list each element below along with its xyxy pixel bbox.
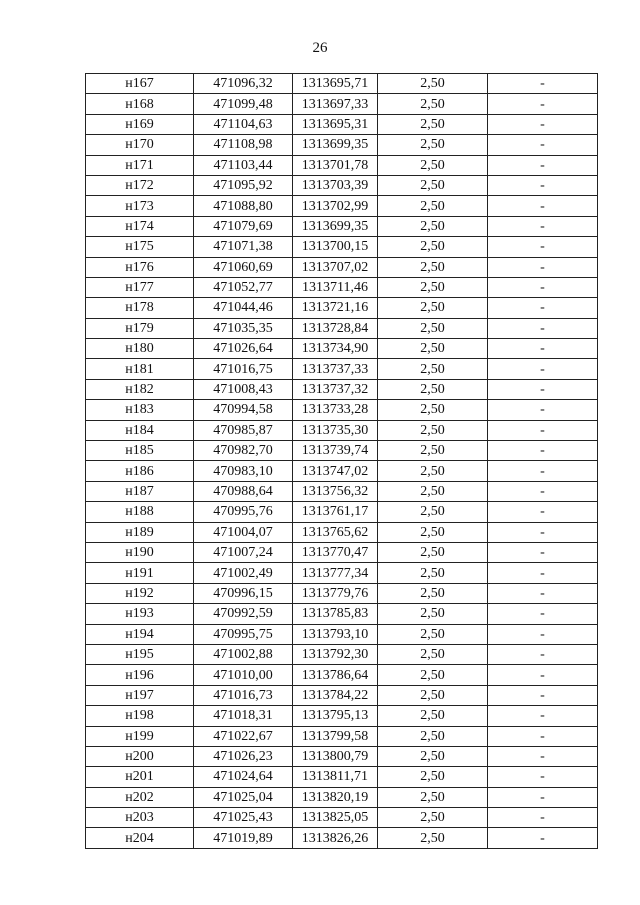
x-coordinate-cell: 471016,75 — [194, 359, 293, 379]
description-cell: - — [488, 746, 598, 766]
x-coordinate-cell: 471002,49 — [194, 563, 293, 583]
point-number-cell: н190 — [86, 542, 194, 562]
x-coordinate-cell: 471025,04 — [194, 787, 293, 807]
description-cell: - — [488, 808, 598, 828]
point-number-cell: н170 — [86, 135, 194, 155]
point-number-cell: н171 — [86, 155, 194, 175]
point-number-cell: н168 — [86, 94, 194, 114]
description-cell: - — [488, 400, 598, 420]
y-coordinate-cell: 1313793,10 — [293, 624, 378, 644]
table-row — [86, 400, 598, 420]
description-cell: - — [488, 624, 598, 644]
description-cell: - — [488, 135, 598, 155]
table-row — [86, 420, 598, 440]
point-number-cell: н198 — [86, 706, 194, 726]
y-coordinate-cell: 1313770,47 — [293, 542, 378, 562]
x-coordinate-cell: 471096,32 — [194, 74, 293, 94]
point-number-cell: н201 — [86, 767, 194, 787]
description-cell: - — [488, 339, 598, 359]
point-number-cell: н180 — [86, 339, 194, 359]
accuracy-cell: 2,50 — [378, 175, 488, 195]
description-cell: - — [488, 706, 598, 726]
table-row — [86, 441, 598, 461]
table-row — [86, 237, 598, 257]
point-number-cell: н195 — [86, 644, 194, 664]
accuracy-cell: 2,50 — [378, 644, 488, 664]
point-number-cell: н178 — [86, 298, 194, 318]
point-number-cell: н174 — [86, 216, 194, 236]
y-coordinate-cell: 1313777,34 — [293, 563, 378, 583]
x-coordinate-cell: 470985,87 — [194, 420, 293, 440]
x-coordinate-cell: 470995,76 — [194, 502, 293, 522]
accuracy-cell: 2,50 — [378, 135, 488, 155]
description-cell: - — [488, 114, 598, 134]
point-number-cell: н182 — [86, 379, 194, 399]
x-coordinate-cell: 471071,38 — [194, 237, 293, 257]
y-coordinate-cell: 1313825,05 — [293, 808, 378, 828]
description-cell: - — [488, 828, 598, 848]
description-cell: - — [488, 216, 598, 236]
description-cell: - — [488, 359, 598, 379]
accuracy-cell: 2,50 — [378, 74, 488, 94]
x-coordinate-cell: 470996,15 — [194, 583, 293, 603]
y-coordinate-cell: 1313707,02 — [293, 257, 378, 277]
point-number-cell: н189 — [86, 522, 194, 542]
table-row — [86, 746, 598, 766]
description-cell: - — [488, 542, 598, 562]
description-cell: - — [488, 94, 598, 114]
y-coordinate-cell: 1313721,16 — [293, 298, 378, 318]
table-row — [86, 379, 598, 399]
point-number-cell: н194 — [86, 624, 194, 644]
table-row — [86, 216, 598, 236]
coordinates-table — [85, 73, 598, 849]
accuracy-cell: 2,50 — [378, 665, 488, 685]
description-cell: - — [488, 522, 598, 542]
accuracy-cell: 2,50 — [378, 828, 488, 848]
description-cell: - — [488, 563, 598, 583]
accuracy-cell: 2,50 — [378, 94, 488, 114]
accuracy-cell: 2,50 — [378, 155, 488, 175]
accuracy-cell: 2,50 — [378, 706, 488, 726]
y-coordinate-cell: 1313733,28 — [293, 400, 378, 420]
x-coordinate-cell: 471004,07 — [194, 522, 293, 542]
coordinates-table-body — [86, 74, 598, 849]
table-row — [86, 583, 598, 603]
x-coordinate-cell: 471018,31 — [194, 706, 293, 726]
y-coordinate-cell: 1313695,71 — [293, 74, 378, 94]
x-coordinate-cell: 471044,46 — [194, 298, 293, 318]
description-cell: - — [488, 155, 598, 175]
y-coordinate-cell: 1313779,76 — [293, 583, 378, 603]
accuracy-cell: 2,50 — [378, 298, 488, 318]
x-coordinate-cell: 471088,80 — [194, 196, 293, 216]
x-coordinate-cell: 471008,43 — [194, 379, 293, 399]
accuracy-cell: 2,50 — [378, 318, 488, 338]
point-number-cell: н200 — [86, 746, 194, 766]
x-coordinate-cell: 470988,64 — [194, 481, 293, 501]
y-coordinate-cell: 1313700,15 — [293, 237, 378, 257]
accuracy-cell: 2,50 — [378, 604, 488, 624]
point-number-cell: н187 — [86, 481, 194, 501]
x-coordinate-cell: 471035,35 — [194, 318, 293, 338]
accuracy-cell: 2,50 — [378, 196, 488, 216]
accuracy-cell: 2,50 — [378, 808, 488, 828]
accuracy-cell: 2,50 — [378, 277, 488, 297]
x-coordinate-cell: 471060,69 — [194, 257, 293, 277]
x-coordinate-cell: 471016,73 — [194, 685, 293, 705]
x-coordinate-cell: 471026,23 — [194, 746, 293, 766]
table-row — [86, 135, 598, 155]
point-number-cell: н192 — [86, 583, 194, 603]
point-number-cell: н202 — [86, 787, 194, 807]
table-row — [86, 808, 598, 828]
point-number-cell: н167 — [86, 74, 194, 94]
description-cell: - — [488, 298, 598, 318]
accuracy-cell: 2,50 — [378, 563, 488, 583]
description-cell: - — [488, 379, 598, 399]
description-cell: - — [488, 74, 598, 94]
x-coordinate-cell: 471103,44 — [194, 155, 293, 175]
table-row — [86, 175, 598, 195]
y-coordinate-cell: 1313703,39 — [293, 175, 378, 195]
x-coordinate-cell: 471079,69 — [194, 216, 293, 236]
table-row — [86, 114, 598, 134]
table-row — [86, 665, 598, 685]
table-row — [86, 155, 598, 175]
table-row — [86, 542, 598, 562]
accuracy-cell: 2,50 — [378, 237, 488, 257]
accuracy-cell: 2,50 — [378, 461, 488, 481]
point-number-cell: н185 — [86, 441, 194, 461]
table-row — [86, 94, 598, 114]
x-coordinate-cell: 471052,77 — [194, 277, 293, 297]
y-coordinate-cell: 1313699,35 — [293, 135, 378, 155]
point-number-cell: н173 — [86, 196, 194, 216]
table-row — [86, 787, 598, 807]
y-coordinate-cell: 1313800,79 — [293, 746, 378, 766]
table-row — [86, 298, 598, 318]
table-row — [86, 257, 598, 277]
x-coordinate-cell: 471024,64 — [194, 767, 293, 787]
description-cell: - — [488, 583, 598, 603]
table-row — [86, 624, 598, 644]
point-number-cell: н197 — [86, 685, 194, 705]
y-coordinate-cell: 1313735,30 — [293, 420, 378, 440]
x-coordinate-cell: 471108,98 — [194, 135, 293, 155]
accuracy-cell: 2,50 — [378, 726, 488, 746]
table-row — [86, 522, 598, 542]
y-coordinate-cell: 1313820,19 — [293, 787, 378, 807]
accuracy-cell: 2,50 — [378, 481, 488, 501]
point-number-cell: н176 — [86, 257, 194, 277]
description-cell: - — [488, 461, 598, 481]
description-cell: - — [488, 420, 598, 440]
table-row — [86, 767, 598, 787]
accuracy-cell: 2,50 — [378, 685, 488, 705]
accuracy-cell: 2,50 — [378, 767, 488, 787]
table-row — [86, 706, 598, 726]
point-number-cell: н179 — [86, 318, 194, 338]
accuracy-cell: 2,50 — [378, 379, 488, 399]
point-number-cell: н175 — [86, 237, 194, 257]
point-number-cell: н169 — [86, 114, 194, 134]
page-number: 26 — [312, 40, 328, 56]
description-cell: - — [488, 767, 598, 787]
description-cell: - — [488, 196, 598, 216]
y-coordinate-cell: 1313756,32 — [293, 481, 378, 501]
table-row — [86, 828, 598, 848]
accuracy-cell: 2,50 — [378, 400, 488, 420]
accuracy-cell: 2,50 — [378, 420, 488, 440]
accuracy-cell: 2,50 — [378, 583, 488, 603]
y-coordinate-cell: 1313811,71 — [293, 767, 378, 787]
x-coordinate-cell: 470992,59 — [194, 604, 293, 624]
y-coordinate-cell: 1313786,64 — [293, 665, 378, 685]
point-number-cell: н184 — [86, 420, 194, 440]
table-row — [86, 563, 598, 583]
y-coordinate-cell: 1313737,33 — [293, 359, 378, 379]
y-coordinate-cell: 1313784,22 — [293, 685, 378, 705]
point-number-cell: н199 — [86, 726, 194, 746]
accuracy-cell: 2,50 — [378, 502, 488, 522]
description-cell: - — [488, 665, 598, 685]
point-number-cell: н188 — [86, 502, 194, 522]
table-row — [86, 461, 598, 481]
x-coordinate-cell: 471099,48 — [194, 94, 293, 114]
x-coordinate-cell: 471095,92 — [194, 175, 293, 195]
description-cell: - — [488, 175, 598, 195]
accuracy-cell: 2,50 — [378, 746, 488, 766]
table-row — [86, 604, 598, 624]
description-cell: - — [488, 787, 598, 807]
y-coordinate-cell: 1313711,46 — [293, 277, 378, 297]
accuracy-cell: 2,50 — [378, 216, 488, 236]
x-coordinate-cell: 471025,43 — [194, 808, 293, 828]
y-coordinate-cell: 1313702,99 — [293, 196, 378, 216]
x-coordinate-cell: 471104,63 — [194, 114, 293, 134]
table-row — [86, 359, 598, 379]
accuracy-cell: 2,50 — [378, 339, 488, 359]
table-row — [86, 481, 598, 501]
accuracy-cell: 2,50 — [378, 542, 488, 562]
description-cell: - — [488, 277, 598, 297]
table-row — [86, 502, 598, 522]
y-coordinate-cell: 1313795,13 — [293, 706, 378, 726]
description-cell: - — [488, 685, 598, 705]
description-cell: - — [488, 726, 598, 746]
y-coordinate-cell: 1313697,33 — [293, 94, 378, 114]
y-coordinate-cell: 1313701,78 — [293, 155, 378, 175]
description-cell: - — [488, 237, 598, 257]
table-row — [86, 277, 598, 297]
y-coordinate-cell: 1313761,17 — [293, 502, 378, 522]
table-row — [86, 196, 598, 216]
y-coordinate-cell: 1313785,83 — [293, 604, 378, 624]
point-number-cell: н191 — [86, 563, 194, 583]
description-cell: - — [488, 604, 598, 624]
x-coordinate-cell: 470995,75 — [194, 624, 293, 644]
table-row — [86, 726, 598, 746]
x-coordinate-cell: 470982,70 — [194, 441, 293, 461]
accuracy-cell: 2,50 — [378, 624, 488, 644]
y-coordinate-cell: 1313799,58 — [293, 726, 378, 746]
x-coordinate-cell: 471026,64 — [194, 339, 293, 359]
point-number-cell: н204 — [86, 828, 194, 848]
point-number-cell: н203 — [86, 808, 194, 828]
x-coordinate-cell: 471007,24 — [194, 542, 293, 562]
y-coordinate-cell: 1313739,74 — [293, 441, 378, 461]
point-number-cell: н196 — [86, 665, 194, 685]
y-coordinate-cell: 1313826,26 — [293, 828, 378, 848]
point-number-cell: н177 — [86, 277, 194, 297]
accuracy-cell: 2,50 — [378, 359, 488, 379]
description-cell: - — [488, 441, 598, 461]
y-coordinate-cell: 1313747,02 — [293, 461, 378, 481]
table-row — [86, 74, 598, 94]
accuracy-cell: 2,50 — [378, 257, 488, 277]
table-row — [86, 644, 598, 664]
y-coordinate-cell: 1313737,32 — [293, 379, 378, 399]
accuracy-cell: 2,50 — [378, 114, 488, 134]
description-cell: - — [488, 481, 598, 501]
point-number-cell: н193 — [86, 604, 194, 624]
y-coordinate-cell: 1313792,30 — [293, 644, 378, 664]
y-coordinate-cell: 1313734,90 — [293, 339, 378, 359]
table-row — [86, 685, 598, 705]
point-number-cell: н181 — [86, 359, 194, 379]
accuracy-cell: 2,50 — [378, 522, 488, 542]
y-coordinate-cell: 1313728,84 — [293, 318, 378, 338]
y-coordinate-cell: 1313765,62 — [293, 522, 378, 542]
x-coordinate-cell: 471022,67 — [194, 726, 293, 746]
description-cell: - — [488, 318, 598, 338]
table-row — [86, 339, 598, 359]
description-cell: - — [488, 257, 598, 277]
y-coordinate-cell: 1313695,31 — [293, 114, 378, 134]
point-number-cell: н186 — [86, 461, 194, 481]
accuracy-cell: 2,50 — [378, 787, 488, 807]
description-cell: - — [488, 644, 598, 664]
point-number-cell: н183 — [86, 400, 194, 420]
point-number-cell: н172 — [86, 175, 194, 195]
accuracy-cell: 2,50 — [378, 441, 488, 461]
table-row — [86, 318, 598, 338]
x-coordinate-cell: 470994,58 — [194, 400, 293, 420]
x-coordinate-cell: 471019,89 — [194, 828, 293, 848]
x-coordinate-cell: 471002,88 — [194, 644, 293, 664]
x-coordinate-cell: 470983,10 — [194, 461, 293, 481]
description-cell: - — [488, 502, 598, 522]
x-coordinate-cell: 471010,00 — [194, 665, 293, 685]
y-coordinate-cell: 1313699,35 — [293, 216, 378, 236]
